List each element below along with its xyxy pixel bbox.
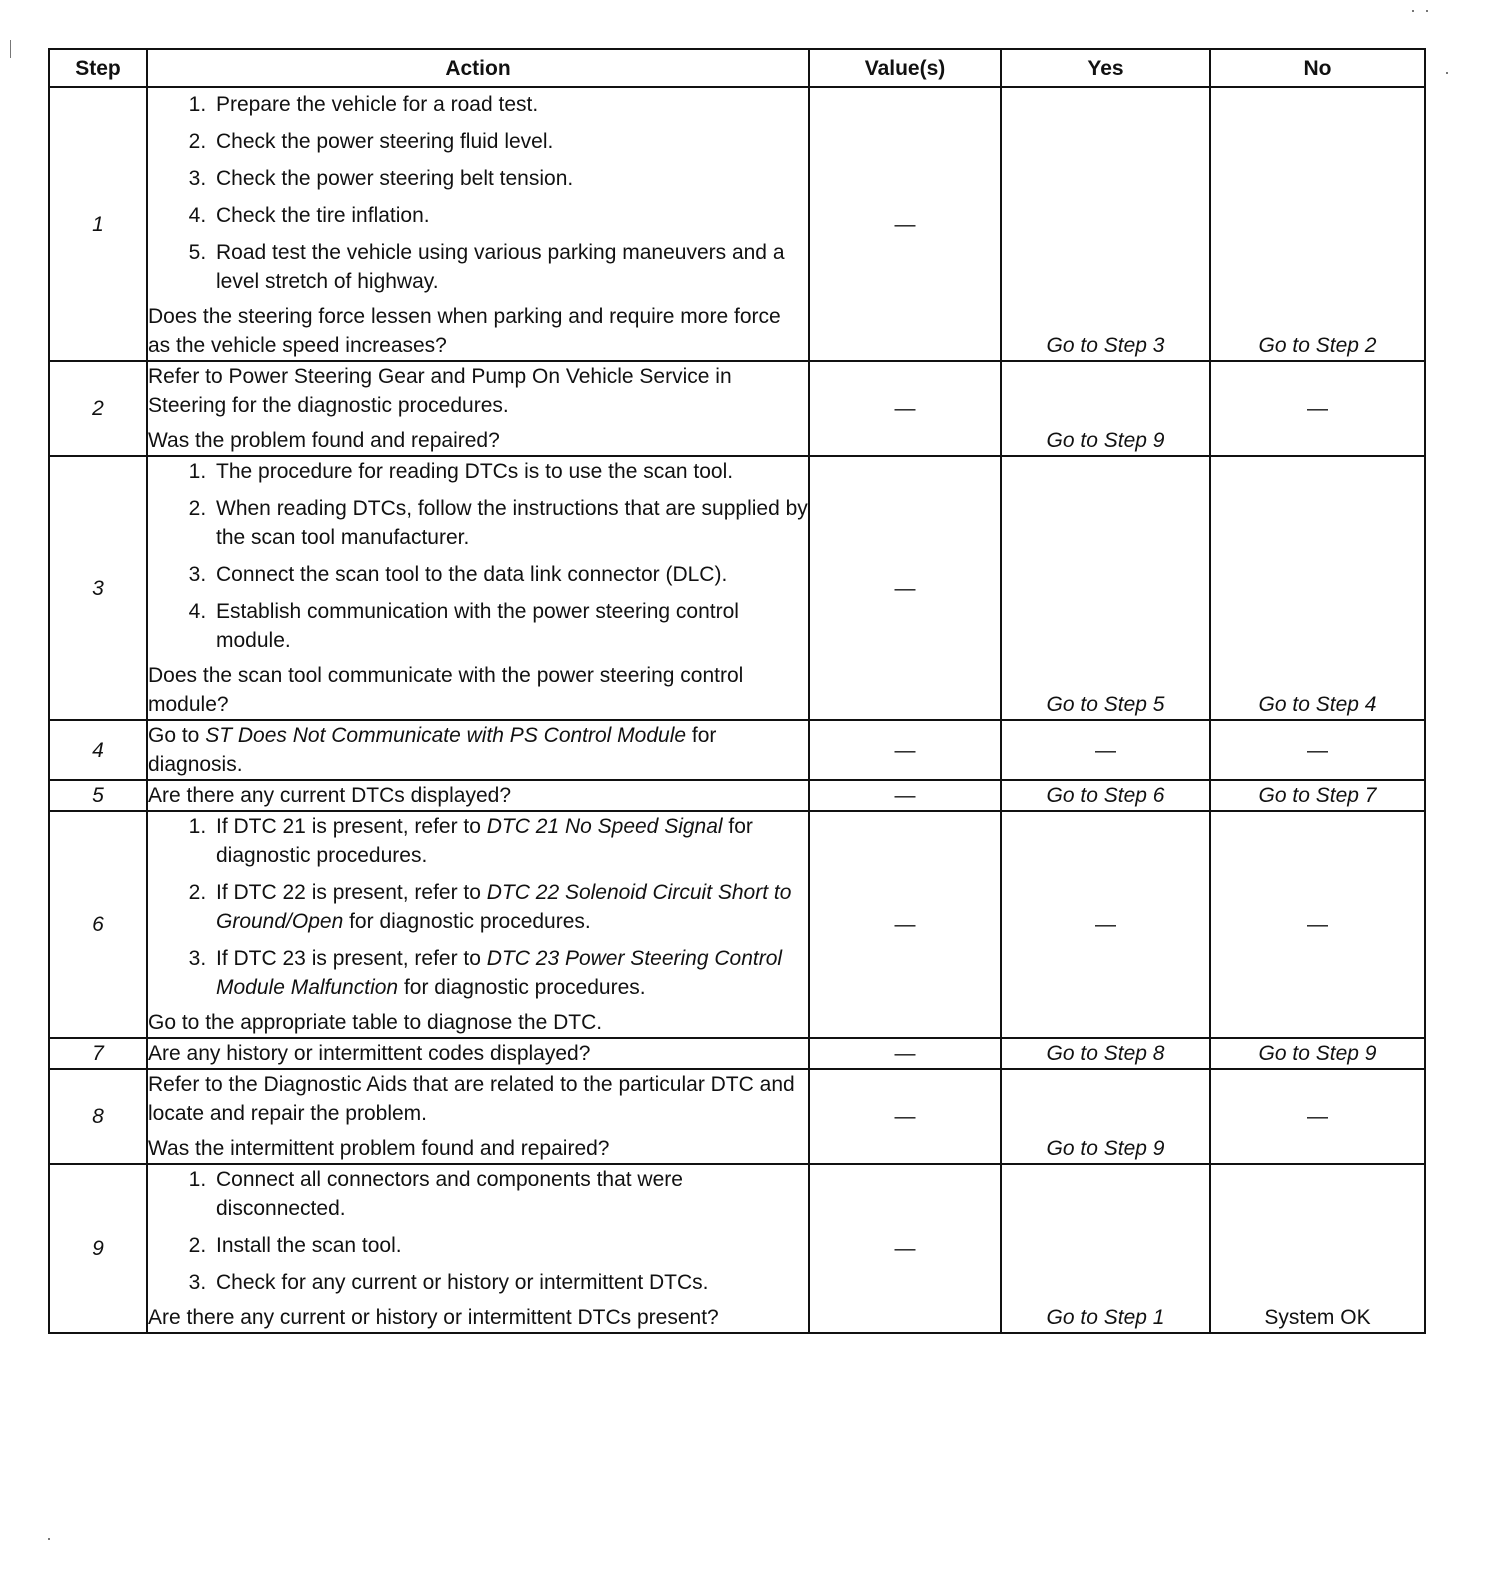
no-cell: — [1210,361,1425,456]
list-item: 4. Check the tire inflation. [212,201,808,230]
no-cell: System OK [1210,1164,1425,1333]
value-cell: — [809,720,1001,780]
scan-speck [48,1538,50,1540]
value-cell: — [809,1164,1001,1333]
action-cell [147,87,809,361]
yes-cell: Go to Step 1 [1001,1164,1210,1333]
header-no: No [1210,49,1425,87]
scan-speck [1426,10,1428,12]
table-row-step-5 [49,780,1425,811]
value-cell: — [809,87,1001,361]
list-item: 3. Check for any current or history or intermittent DTCs. [212,1268,808,1297]
action-cell [147,811,809,1038]
value-cell: — [809,811,1001,1038]
question-text: Was the problem found and repaired? [148,429,500,452]
no-cell: — [1210,811,1425,1038]
header-step: Step [49,49,147,87]
step-number: 3 [49,456,147,720]
no-cell: Go to Step 7 [1210,780,1425,811]
dtc-text: for diagnostic procedures. [398,976,646,999]
table-row-step-2 [49,361,1425,456]
list-item: 1. Prepare the vehicle for a road test. [212,90,808,119]
instruction-text: Refer to the Diagnostic Aids that are related to the particular DTC and locate and repair the problem. [148,1073,795,1125]
action-list [148,457,808,655]
yes-cell: Go to Step 9 [1001,361,1210,456]
yes-cell: — [1001,811,1210,1038]
instruction-suffix: for diagnosis. [148,724,717,776]
yes-cell: Go to Step 5 [1001,456,1210,720]
table-row-step-1 [49,87,1425,361]
no-cell: — [1210,720,1425,780]
step-number: 9 [49,1164,147,1333]
dtc-text: If DTC 21 is present, refer to [216,815,487,838]
question-text: Does the scan tool communicate with the power steering control module? [148,664,744,716]
action-list [148,1165,808,1297]
value-cell: — [809,456,1001,720]
table-row-step-6 [49,811,1425,1038]
list-item [212,812,808,870]
table-row-step-8 [49,1069,1425,1164]
action-cell [147,361,809,456]
question-text: Are there any current or history or intermittent DTCs present? [148,1306,719,1329]
no-cell: — [1210,1069,1425,1164]
list-item: 1. The procedure for reading DTCs is to use the scan tool. [212,457,808,486]
yes-cell: Go to Step 3 [1001,87,1210,361]
value-cell: — [809,361,1001,456]
dtc-text: If DTC 22 is present, refer to [216,881,487,904]
header-yes: Yes [1001,49,1210,87]
dtc-text: for diagnostic procedures. [343,910,591,933]
list-item [212,878,808,936]
question-text: Does the steering force lessen when parking and require more force as the vehicle speed increases? [148,305,781,357]
question-text: Are there any current DTCs displayed? [148,784,511,807]
list-item: 1. Connect all connectors and components that were disconnected. [212,1165,808,1223]
procedure-reference: ST Does Not Communicate with PS Control Module [205,724,687,747]
action-cell [147,780,809,811]
list-item [212,944,808,1002]
diagnostic-table [48,48,1426,1334]
list-item: 5. Road test the vehicle using various parking maneuvers and a level stretch of highway. [212,238,808,296]
table-header-row [49,49,1425,87]
no-cell: Go to Step 4 [1210,456,1425,720]
table-row-step-7 [49,1038,1425,1069]
action-list [148,88,808,296]
no-cell: Go to Step 9 [1210,1038,1425,1069]
list-item: 3. Connect the scan tool to the data link connector (DLC). [212,560,808,589]
value-cell: — [809,1038,1001,1069]
procedure-reference: DTC 22 Solenoid Circuit Short to Ground/Open [216,881,792,933]
step-number: 7 [49,1038,147,1069]
list-item: 2. Install the scan tool. [212,1231,808,1260]
action-cell [147,1164,809,1333]
header-action: Action [147,49,809,87]
list-item: 2. Check the power steering fluid level. [212,127,808,156]
table-row-step-4 [49,720,1425,780]
list-item: 4. Establish communication with the power steering control module. [212,597,808,655]
action-cell [147,1069,809,1164]
instruction-prefix: Go to [148,724,206,747]
list-item: 3. Check the power steering belt tension. [212,164,808,193]
step-number: 5 [49,780,147,811]
question-text: Go to the appropriate table to diagnose the DTC. [148,1011,603,1034]
value-cell: — [809,1069,1001,1164]
procedure-reference: DTC 21 No Speed Signal [486,815,723,838]
header-values: Value(s) [809,49,1001,87]
action-list [148,812,808,1002]
yes-cell: Go to Step 9 [1001,1069,1210,1164]
yes-cell: Go to Step 6 [1001,780,1210,811]
no-cell: Go to Step 2 [1210,87,1425,361]
question-text: Was the intermittent problem found and repaired? [148,1137,610,1160]
question-text: Are any history or intermittent codes displayed? [148,1042,591,1065]
step-number: 2 [49,361,147,456]
action-cell [147,456,809,720]
list-item: 2. When reading DTCs, follow the instructions that are supplied by the scan tool manufacturer. [212,494,808,552]
action-cell [147,720,809,780]
scan-speck [1446,72,1448,74]
dtc-text: for diagnostic procedures. [216,815,753,867]
table-row-step-3 [49,456,1425,720]
step-number: 6 [49,811,147,1038]
table-row-step-9 [49,1164,1425,1333]
yes-cell: Go to Step 8 [1001,1038,1210,1069]
step-number: 4 [49,720,147,780]
value-cell: — [809,780,1001,811]
step-number: 1 [49,87,147,361]
scan-speck [1412,10,1414,12]
dtc-text: If DTC 23 is present, refer to [216,947,487,970]
scan-speck [10,40,11,58]
instruction-text: Refer to Power Steering Gear and Pump On Vehicle Service in Steering for the diagnostic procedures. [148,365,732,417]
procedure-reference: DTC 23 Power Steering Control Module Malfunction [216,947,783,999]
yes-cell: — [1001,720,1210,780]
action-cell [147,1038,809,1069]
step-number: 8 [49,1069,147,1164]
